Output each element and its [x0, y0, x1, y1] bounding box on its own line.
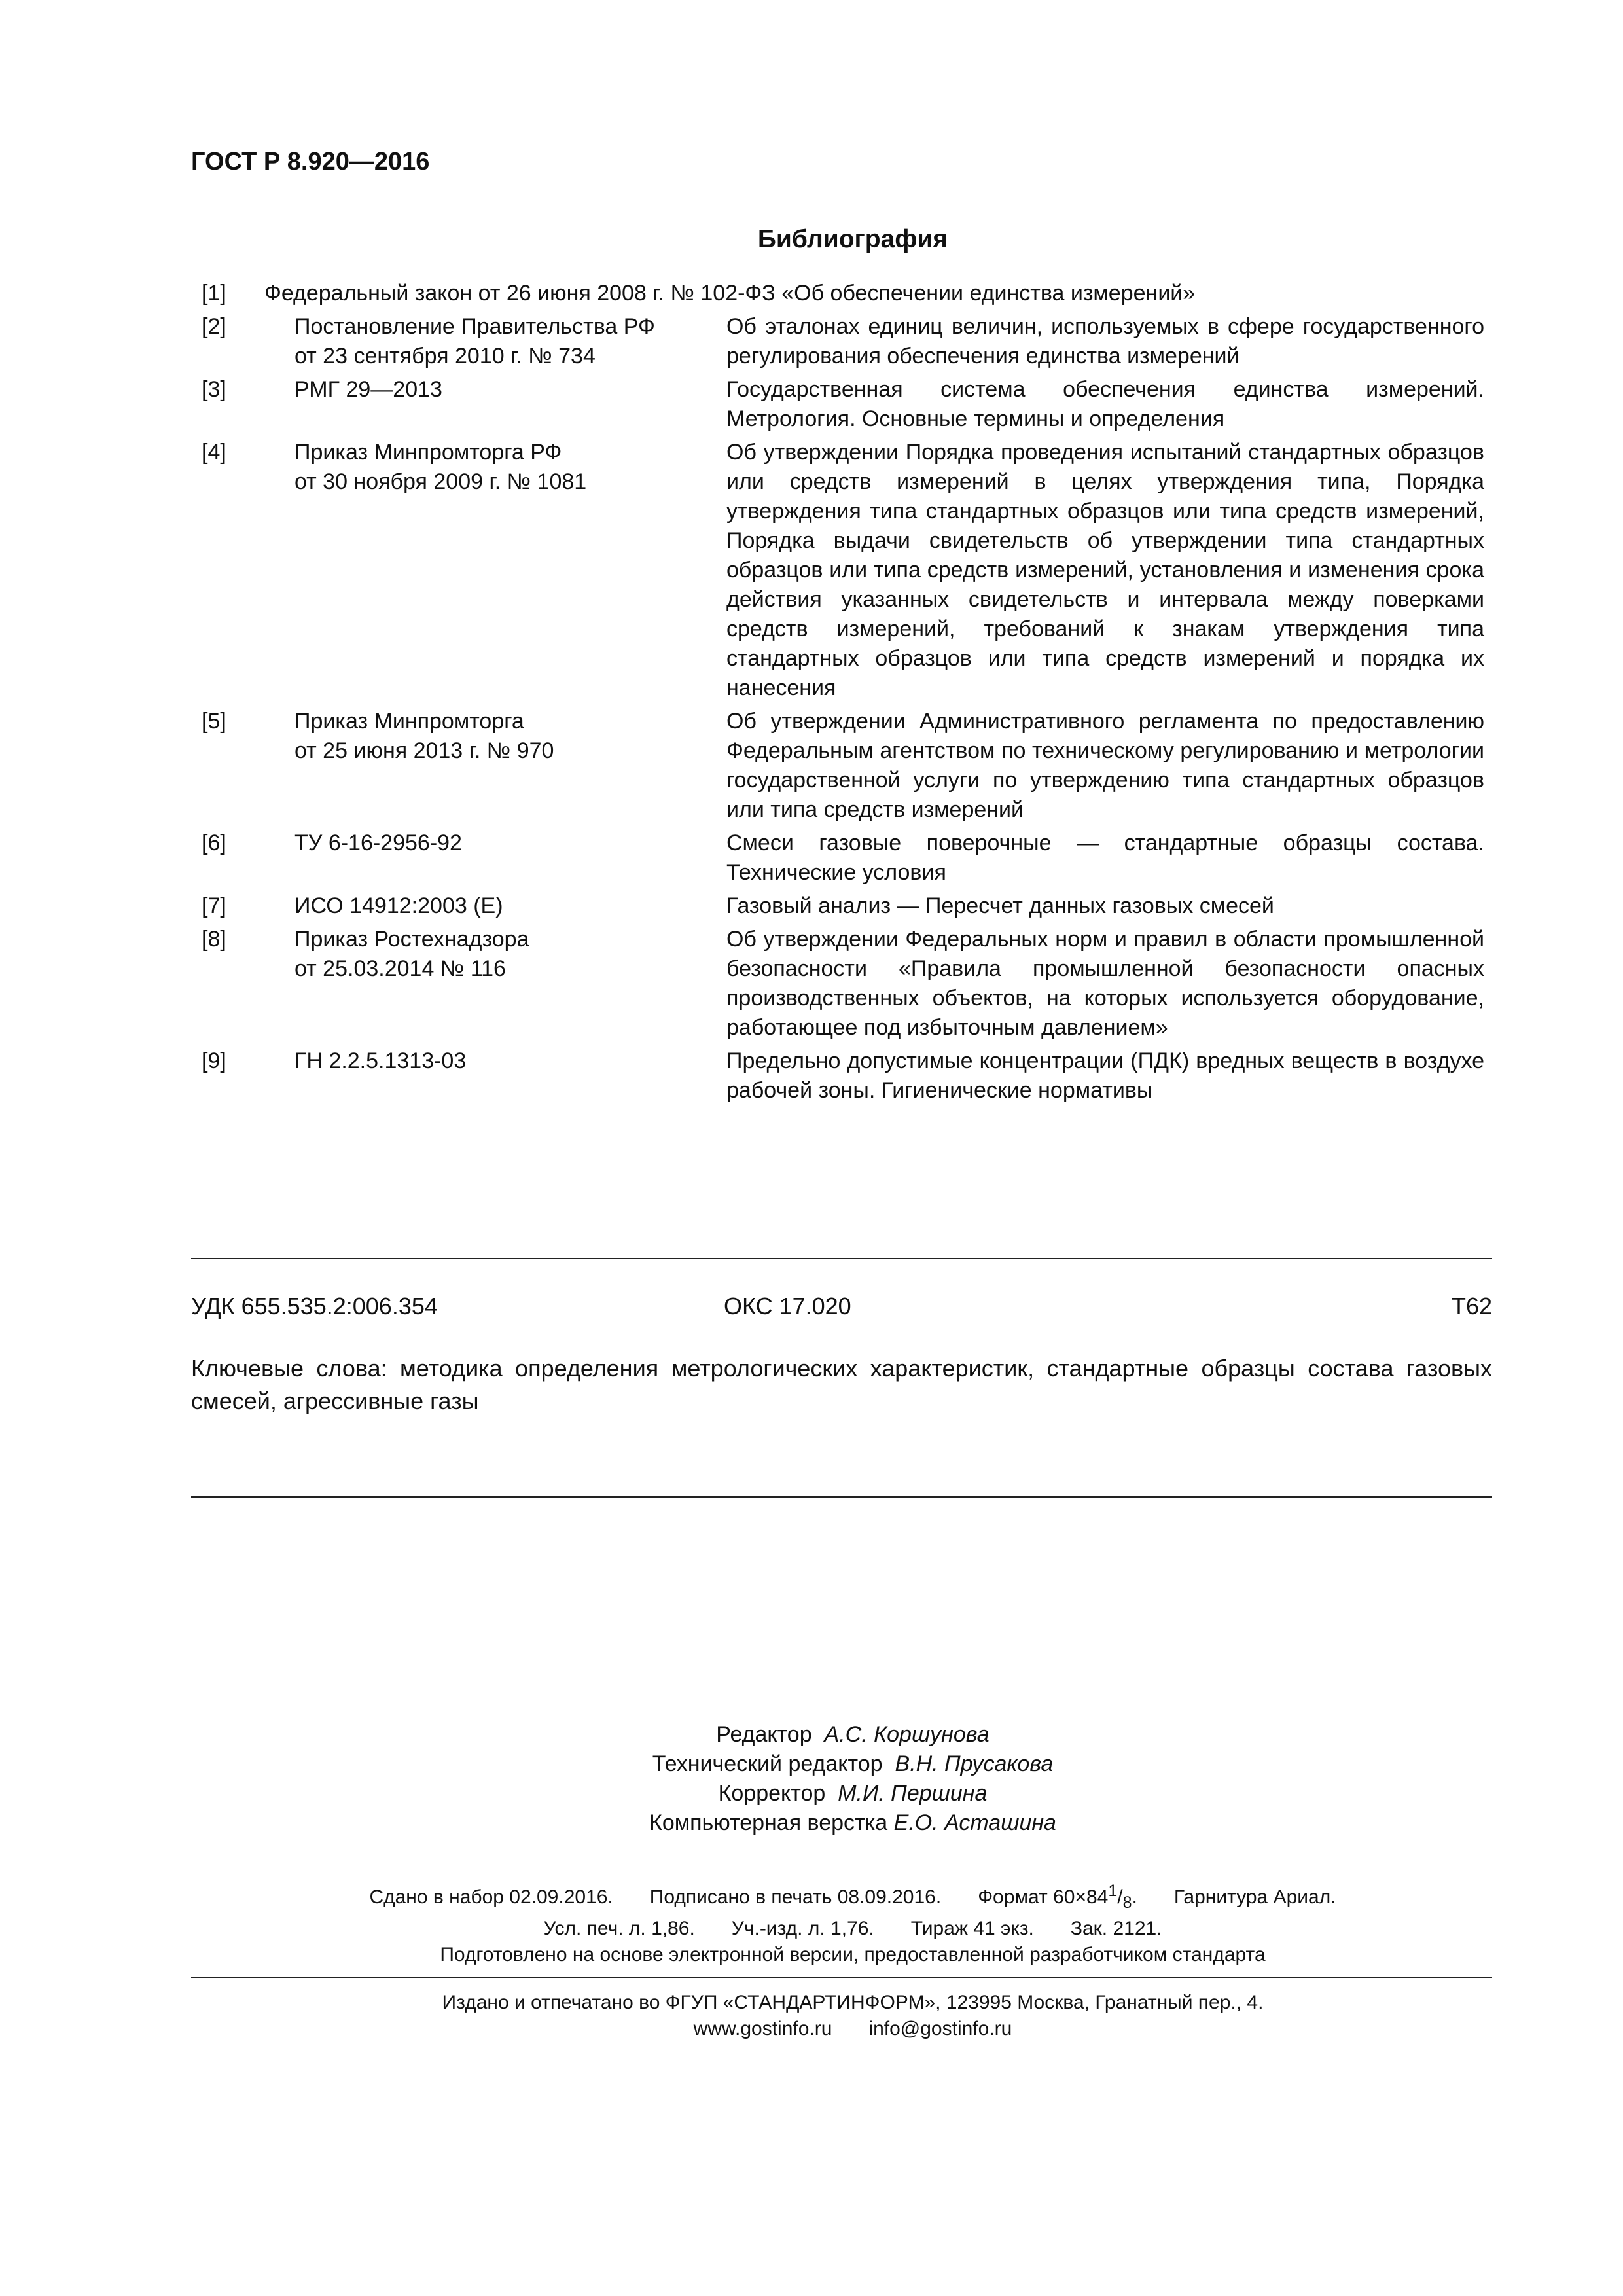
- publisher-info: [0, 1990, 1623, 2042]
- typeface: Гарнитура Ариал.: [1173, 1886, 1336, 1908]
- bib-source-line: ТУ 6-16-2956-92: [294, 831, 462, 855]
- bib-source-line: от 25.03.2014 № 116: [294, 956, 506, 981]
- bib-source-line: ИСО 14912:2003 (E): [294, 893, 503, 918]
- bib-entry-9: [202, 1047, 1484, 1105]
- bib-number: [6]: [202, 831, 226, 855]
- bib-entry-6: [202, 829, 1484, 888]
- bib-source: [294, 438, 713, 497]
- order-number: Зак. 2121.: [1070, 1918, 1162, 1939]
- bib-entry-2: [202, 312, 1484, 371]
- bib-number: [4]: [202, 440, 226, 465]
- paper-format: Формат $60\times 84^1/_8$.: [978, 1882, 1137, 1912]
- print-sheets: Усл. печ. л. 1,86.: [543, 1918, 695, 1939]
- print-details: [0, 1878, 1623, 1968]
- bib-source: [294, 312, 713, 371]
- bib-description: Государственная система обеспечения единства измерений. Метрология. Основные термины и определения: [726, 377, 1484, 431]
- bib-number: [2]: [202, 314, 226, 339]
- bib-source: [294, 829, 713, 858]
- submitted-date: Сдано в набор 02.09.2016.: [369, 1886, 613, 1908]
- staff-role: Технический редактор: [652, 1751, 883, 1776]
- bib-entry-8: [202, 925, 1484, 1043]
- email-link[interactable]: info@gostinfo.ru: [868, 2018, 1012, 2039]
- prepared-note: Подготовлено на основе электронной версии, предоставленной разработчиком стандарта: [440, 1944, 1266, 1965]
- bib-description: Предельно допустимые концентрации (ПДК) вредных веществ в воздухе рабочей зоны. Гигиенические нормативы: [726, 1049, 1484, 1103]
- bib-source: [294, 925, 713, 984]
- divider: [191, 1258, 1492, 1259]
- bib-entry-5: [202, 707, 1484, 825]
- staff-line: [0, 1720, 1623, 1749]
- bib-description: Газовый анализ — Пересчет данных газовых смесей: [726, 893, 1274, 918]
- staff-name: М.И. Першина: [838, 1781, 988, 1806]
- bib-description: Об утверждении Федеральных норм и правил в области промышленной безопасности «Правила промышленной безопасности опасных производственных объектов, на которых используется оборудование, работающее под избыточным давлением»: [726, 927, 1484, 1040]
- circulation: Тираж 41 экз.: [910, 1918, 1034, 1939]
- divider: [191, 1496, 1492, 1498]
- bib-number: [8]: [202, 927, 226, 952]
- print-line-2: [0, 1916, 1623, 1942]
- bib-number: [3]: [202, 377, 226, 402]
- bib-source: [294, 1047, 713, 1076]
- bib-entry-7: [202, 891, 1484, 921]
- website-link[interactable]: www.gostinfo.ru: [693, 2018, 832, 2039]
- bib-source-line: Приказ Минпромторга РФ: [294, 440, 562, 465]
- staff-role: Компьютерная верстка: [649, 1810, 888, 1835]
- bib-source-line: от 25 июня 2013 г. № 970: [294, 738, 554, 763]
- bib-number: [7]: [202, 893, 226, 918]
- bib-entry-1: [202, 279, 1484, 308]
- bib-source-line: Постановление Правительства РФ: [294, 314, 655, 339]
- bib-description: Об эталонах единиц величин, используемых в сфере государственного регулирования обеспечения единства измерений: [726, 314, 1484, 368]
- document-code: ГОСТ Р 8.920—2016: [191, 148, 430, 175]
- bib-source: [294, 707, 713, 766]
- bib-description: Об утверждении Порядка проведения испытаний стандартных образцов или средств измерений в целях утверждения типа, Порядка утверждения типа стандартных образцов или типа средств измерений, Порядка выдачи свидетельств об утверждении типа стандартных образцов или типа средств измерений, установления и изменения срока действия указанных свидетельств и интервала между поверками средств измерений, требований к знакам утверждения типа стандартных образцов или типа средств измерений и порядка их нанесения: [726, 440, 1484, 700]
- print-line-1: [0, 1878, 1623, 1916]
- staff-name: В.Н. Прусакова: [895, 1751, 1054, 1776]
- editorial-staff: [0, 1720, 1623, 1838]
- bib-source-line: от 23 сентября 2010 г. № 734: [294, 344, 596, 368]
- contacts: [0, 2016, 1623, 2042]
- publication-sheets: Уч.-изд. л. 1,76.: [731, 1918, 874, 1939]
- bib-source: [294, 891, 713, 921]
- bib-description: Смеси газовые поверочные — стандартные образцы состава. Технические условия: [726, 831, 1484, 885]
- bib-source-line: РМГ 29—2013: [294, 377, 442, 402]
- bib-full-reference: Федеральный закон от 26 июня 2008 г. № 102-ФЗ «Об обеспечении единства измерений»: [264, 281, 1196, 306]
- bib-source: [294, 375, 713, 404]
- bib-source-line: ГН 2.2.5.1313-03: [294, 1049, 467, 1073]
- staff-line: [0, 1808, 1623, 1838]
- staff-line: [0, 1749, 1623, 1779]
- signed-date: Подписано в печать 08.09.2016.: [649, 1886, 942, 1908]
- publisher-address: Издано и отпечатано во ФГУП «СТАНДАРТИНФОРМ», 123995 Москва, Гранатный пер., 4.: [442, 1992, 1264, 2013]
- bib-number: [9]: [202, 1049, 226, 1073]
- bib-number: [5]: [202, 709, 226, 734]
- bib-source-line: Приказ Минпромторга: [294, 709, 524, 734]
- staff-name: А.С. Коршунова: [824, 1722, 990, 1747]
- bib-source-line: от 30 ноября 2009 г. № 1081: [294, 469, 587, 494]
- bib-entry-3: [202, 375, 1484, 434]
- bibliography-title: Библиография: [757, 225, 948, 253]
- staff-line: [0, 1779, 1623, 1808]
- bib-source-line: Приказ Ростехнадзора: [294, 927, 529, 952]
- divider: [191, 1977, 1492, 1978]
- bib-entry-4: [202, 438, 1484, 703]
- keywords: Ключевые слова: методика определения метрологических характеристик, стандартные образцы состава газовых смесей, агрессивные газы: [191, 1355, 1492, 1414]
- udk-code: УДК 655.535.2:006.354: [191, 1293, 438, 1319]
- staff-role: Редактор: [716, 1722, 812, 1747]
- classification-code: Т62: [1451, 1293, 1492, 1319]
- staff-name: Е.О. Асташина: [893, 1810, 1056, 1835]
- staff-role: Корректор: [718, 1781, 826, 1806]
- oks-code: ОКС 17.020: [724, 1293, 851, 1319]
- bib-description: Об утверждении Административного регламента по предоставлению Федеральным агентством по техническому регулированию и метрологии государственной услуги по утверждению типа стандартных образцов или типа средств измерений: [726, 709, 1484, 822]
- bibliography-list: [202, 279, 1484, 1109]
- bib-number: [1]: [202, 281, 226, 306]
